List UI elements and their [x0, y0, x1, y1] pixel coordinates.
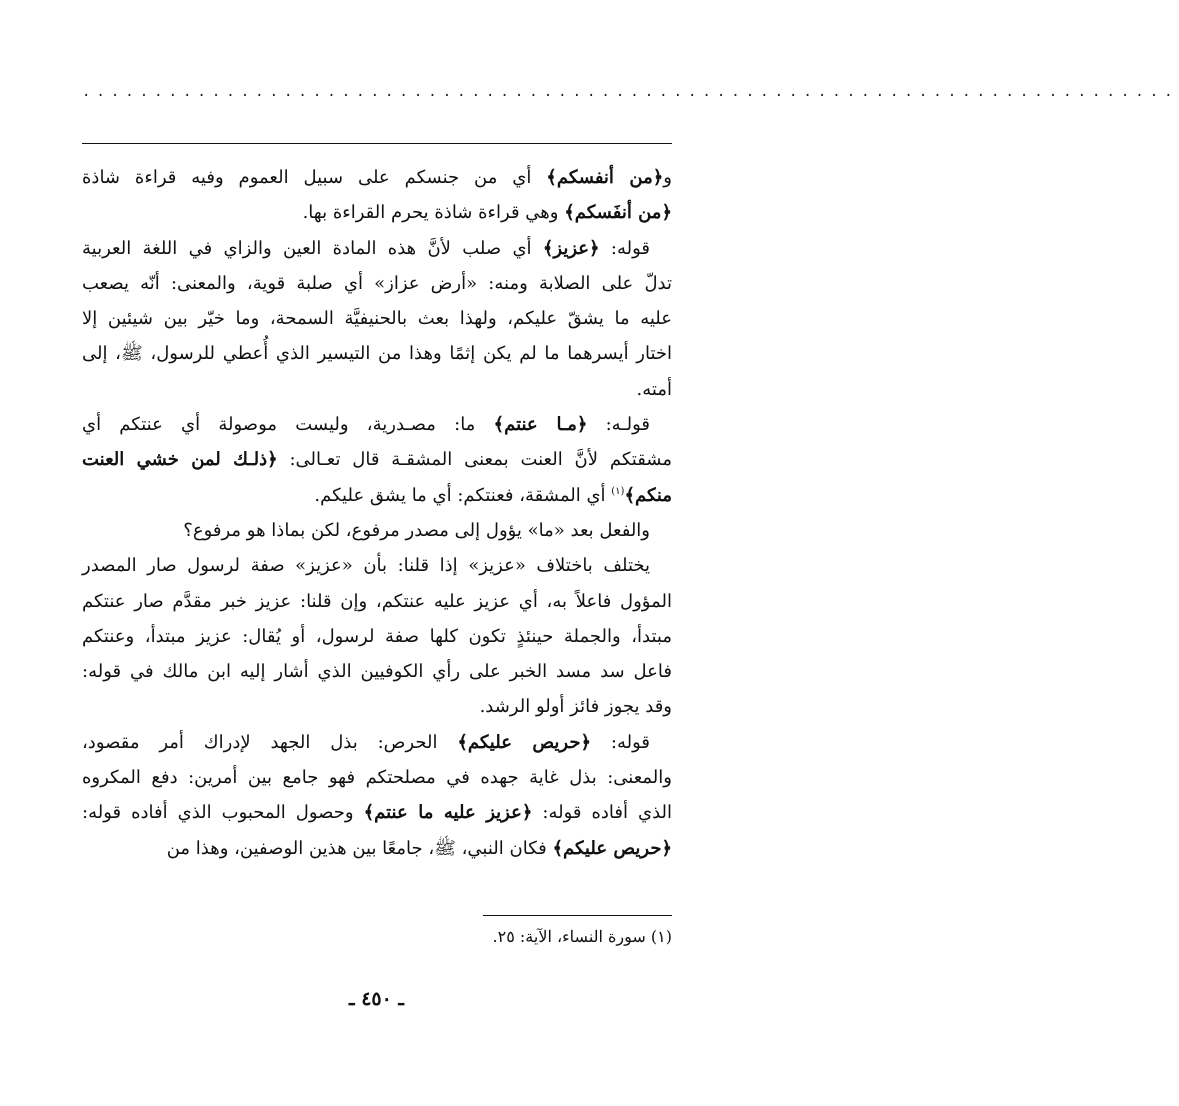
paragraph-line [82, 548, 672, 583]
text-run: يختلف باختلاف «عزيز» إذا قلنا: بأن «عزيز» صفة لرسول صار المصدر [82, 555, 650, 577]
text-run: ما: مصـدرية، وليست موصولة أي عنتكم أي [82, 414, 494, 436]
paragraph-line [82, 407, 672, 442]
text-run: اختار أيسرهما ما لم يكن إثمًا وهذا من التيسير الذي أُعطي للرسول، ﷺ، إلى [82, 343, 672, 365]
paragraph-line [82, 442, 672, 477]
text-run: الذي أفاده قوله: [532, 802, 673, 824]
paragraph-line [82, 266, 672, 301]
footnote-rule [483, 915, 672, 916]
text-run: فكان النبي، ﷺ، جامعًا بين هذين الوصفين، وهذا من [166, 837, 553, 859]
quran-quote: ﴿من أنفَسكم﴾ [564, 202, 672, 224]
text-run: والمعنى: بذل غاية جهده في مصلحتكم فهو جامع بين أمرين: دفع المكروه [82, 767, 672, 789]
header-dotted-line: ............................................................................ [82, 84, 1179, 100]
main-text [82, 160, 672, 866]
text-run: وقد يجوز فائز أولو الرشد. [479, 696, 672, 718]
paragraph-line [82, 831, 672, 866]
page-number: ـ ٤٥٠ ـ [349, 988, 404, 1010]
paragraph-line [82, 795, 672, 830]
text-run: أي من جنسكم على سبيل العموم وفيه قراءة شاذة [82, 167, 547, 188]
footnote-marker: (١) [611, 485, 625, 497]
text-run: وهي قراءة شاذة يحرم القراءة بها. [302, 202, 565, 224]
paragraph-line [82, 654, 672, 689]
paragraph-line [82, 301, 672, 336]
paragraph-line [82, 760, 672, 795]
text-run: فاعل سد مسد الخبر على رأي الكوفيين الذي أشار إليه ابن مالك في قوله: [82, 661, 672, 683]
text-run: قوله: [599, 237, 651, 259]
text-run: تدلّ على الصلابة ومنه: «أرض عزاز» أي صلبة قوية، والمعنى: أنّه يصعب [82, 272, 672, 294]
text-run: قوله: [591, 731, 651, 753]
footnote: (١) سورة النساء، الآية: ٢٥. [492, 927, 672, 946]
paragraph-line [82, 195, 672, 230]
text-run: أي المشقة، فعنتكم: أي ما يشق عليكم. [314, 484, 612, 506]
quran-quote: ﴿ذلـك لمن خشي العنت [82, 449, 278, 471]
paragraph-line [82, 725, 672, 760]
paragraph-line [82, 689, 672, 724]
paragraph-line [82, 619, 672, 654]
text-run: المؤول فاعلاً به، أي عزيز عليه عنتكم، وإن قلنا: عزيز خبر مقدَّم صار عنتكم [82, 590, 672, 612]
text-run: عليه ما يشقّ عليكم، ولهذا بعث بالحنيفيَّة السمحة، وما خيّر بين شيئين إلا [82, 308, 672, 330]
text-run: أمته. [636, 378, 672, 400]
text-run: وحصول المحبوب الذي أفاده قوله: [82, 802, 364, 824]
quran-quote: ﴿عزيز﴾ [542, 237, 600, 259]
text-run: و [663, 167, 672, 188]
text-run: مبتدأ، والجملة حينئذٍ تكون كلها صفة لرسول، أو يُقال: عزيز مبتدأ، وعنتكم [82, 625, 672, 647]
quran-quote: ﴿حريص عليكم﴾ [457, 731, 592, 753]
quran-quote: ﴿مـا عنتم﴾ [493, 414, 588, 436]
text-run: الحرص: بذل الجهد لإدراك أمر مقصود، [82, 731, 458, 753]
paragraph-line [82, 372, 672, 407]
text-run: قولـه: [587, 414, 650, 436]
text-run: مشقتكم لأنَّ العنت بمعنى المشقـة قال تعـالى: [277, 449, 672, 471]
header-rule [82, 143, 672, 144]
text-run: أي صلب لأنَّ هذه المادة العين والزاي في اللغة العربية [82, 237, 543, 259]
paragraph-line [82, 478, 672, 513]
quran-quote: ﴿حريص عليكم﴾ [552, 837, 672, 859]
text-run: والفعل بعد «ما» يؤول إلى مصدر مرفوع، لكن بماذا هو مرفوع؟ [183, 519, 650, 541]
paragraph-line [82, 513, 672, 548]
quran-quote: ﴿عزيز عليه ما عنتم﴾ [363, 802, 533, 824]
paragraph-line [82, 584, 672, 619]
paragraph-line [82, 336, 672, 371]
paragraph-line [82, 231, 672, 266]
quran-quote: ﴿من أنفسكم﴾ [546, 167, 664, 188]
quran-quote: منكم﴾ [624, 484, 672, 506]
paragraph-line [82, 160, 672, 195]
